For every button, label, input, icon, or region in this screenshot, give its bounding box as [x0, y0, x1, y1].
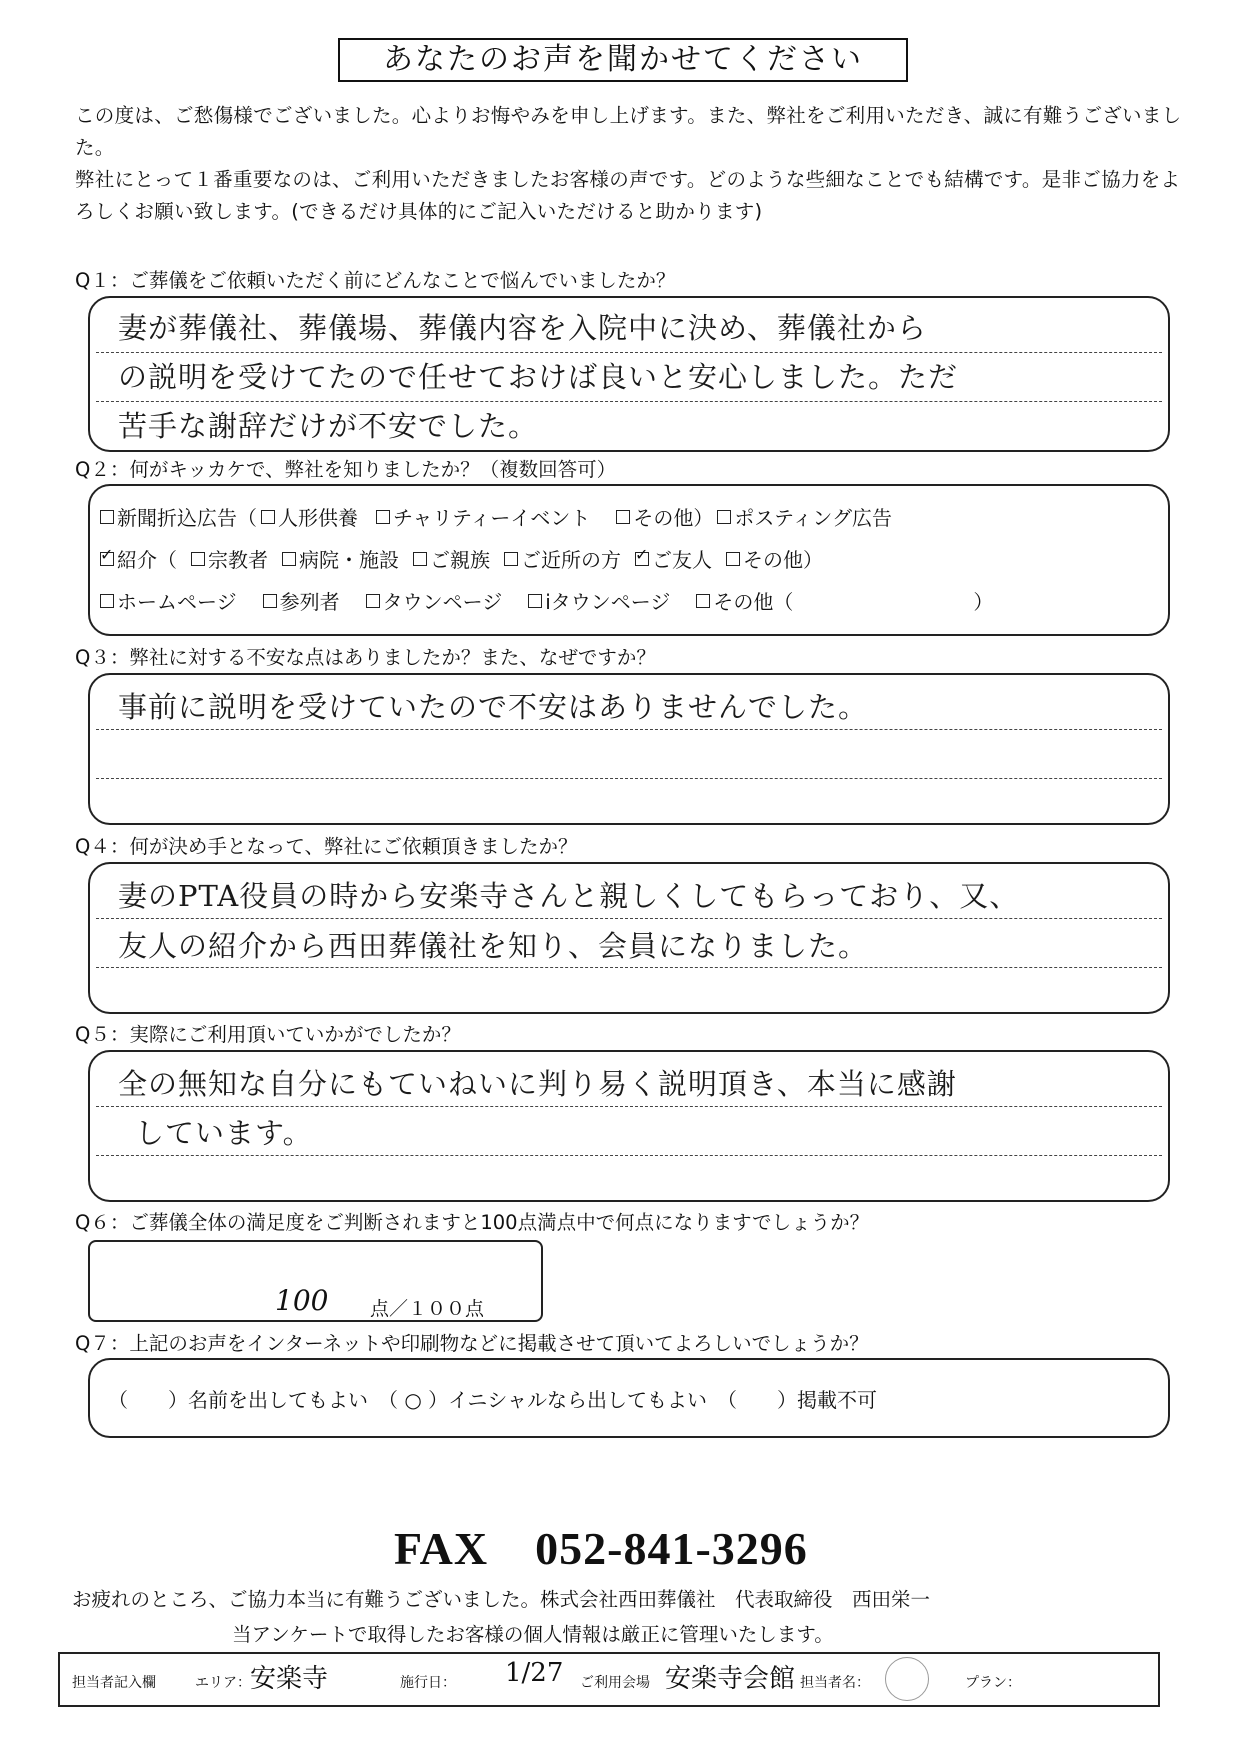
date-label: 施行日：	[400, 1675, 456, 1691]
option-doll-memorial[interactable]: 人形供養	[261, 502, 358, 531]
q2-row-1	[100, 502, 1158, 531]
checkbox[interactable]	[376, 510, 390, 524]
q6-score-box	[88, 1240, 543, 1322]
plan-label: プラン：	[965, 1675, 1021, 1691]
thanks-text: お疲れのところ、ご協力本当に有難うございました。株式会社西田葬儀社 代表取締役 西田栄一	[72, 1588, 931, 1611]
intro-paragraph-2: 弊社にとって１番重要なのは、ご利用いただきましたお客様の声です。どのような些細なことでも結構です。是非ご協力をよろしくお願い致します。(できるだけ具体的にご記入いただけると助かります)	[75, 168, 1181, 223]
q1-answer-box	[88, 296, 1170, 452]
dashed-line	[96, 729, 1162, 730]
q4-answer-line-1: 妻のPTA役員の時から安楽寺さんと親しくしてもらっており、又、	[118, 879, 1020, 913]
option-townpage[interactable]: タウンページ	[366, 586, 503, 615]
intro-text	[75, 100, 1185, 228]
dashed-line	[96, 778, 1162, 779]
dashed-line	[96, 967, 1162, 968]
q7-answer-box	[88, 1358, 1170, 1438]
checkbox-checked[interactable]	[100, 552, 114, 566]
option-other-3[interactable]: その他（ ）	[696, 586, 993, 615]
staff-name-label: 担当者名：	[800, 1675, 870, 1691]
option-friend[interactable]: ✓ ご友人	[635, 544, 712, 573]
checkbox[interactable]	[616, 510, 630, 524]
privacy-notice: 当アンケートで取得したお客様の個人情報は厳正に管理いたします。	[232, 1623, 834, 1646]
q6-label: Q６：ご葬儀全体の満足度をご判断されますと100点満点中で何点になりますでしょうか？	[75, 1211, 870, 1234]
checkbox-checked[interactable]	[635, 552, 649, 566]
venue-value: 安楽寺会館	[665, 1664, 796, 1694]
staff-stamp	[885, 1657, 929, 1701]
q1-answer-line-3: 苦手な謝辞だけが不安でした。	[118, 409, 539, 443]
q2-row-3	[100, 586, 1158, 615]
option-homepage[interactable]: ホームページ	[100, 586, 237, 615]
option-i-townpage[interactable]: iタウンページ	[528, 586, 670, 615]
q3-answer-box	[88, 673, 1170, 825]
option-religious[interactable]: 宗教者	[191, 544, 268, 573]
q5-answer-line-1: 全の無知な自分にもていねいに判り易く説明頂き、本当に感謝	[118, 1067, 957, 1101]
option-newspaper[interactable]: 新聞折込広告（	[100, 502, 257, 531]
option-referral[interactable]: ✓ 紹介（	[100, 544, 177, 573]
checkbox[interactable]	[504, 552, 518, 566]
q2-label: Q２：何がキッカケで、弊社を知りましたか？（複数回答可）	[75, 458, 617, 481]
option-neighbors[interactable]: ご近所の方	[504, 544, 621, 573]
q4-answer-line-2: 友人の紹介から西田葬儀社を知り、会員になりました。	[118, 929, 869, 963]
q7-options: （ ）名前を出してもよい （ ○ ）イニシャルなら出してもよい （ ）掲載不可	[108, 1388, 877, 1412]
checkbox[interactable]	[413, 552, 427, 566]
checkbox[interactable]	[100, 594, 114, 608]
staff-entry-label: 担当者記入欄	[72, 1675, 156, 1691]
q6-score-unit: 点／１００点	[370, 1298, 485, 1320]
date-value: 1/27	[505, 1658, 564, 1688]
q1-answer-line-2: の説明を受けてたので任せておけば良いと安心しました。ただ	[118, 360, 959, 394]
intro-paragraph-1: この度は、ご愁傷様でございました。心よりお悔やみを申し上げます。また、弊社をご利用いただき、誠に有難うございました。	[75, 104, 1182, 159]
q6-score: 100	[275, 1284, 329, 1317]
checkbox[interactable]	[528, 594, 542, 608]
option-posting-ad[interactable]: ポスティング広告	[717, 502, 892, 531]
area-value: 安楽寺	[250, 1664, 329, 1694]
q3-answer-line-1: 事前に説明を受けていたので不安はありませんでした。	[118, 690, 869, 724]
q5-answer-box	[88, 1050, 1170, 1202]
dashed-line	[96, 401, 1162, 402]
q1-answer-line-1: 妻が葬儀社、葬儀場、葬儀内容を入院中に決め、葬儀社から	[118, 311, 927, 345]
q2-options-box	[88, 484, 1170, 636]
q1-label: Q１：ご葬儀をご依頼いただく前にどんなことで悩んでいましたか？	[75, 269, 676, 292]
q7-label: Q７：上記のお声をインターネットや印刷物などに掲載させて頂いてよろしいでしょうか？	[75, 1332, 869, 1355]
dashed-line	[96, 352, 1162, 353]
checkbox[interactable]	[191, 552, 205, 566]
checkbox[interactable]	[366, 594, 380, 608]
q4-label: Q４：何が決め手となって、弊社にご依頼頂きましたか？	[75, 835, 578, 858]
dashed-line	[96, 1155, 1162, 1156]
checkbox[interactable]	[717, 510, 731, 524]
option-attendee[interactable]: 参列者	[263, 586, 340, 615]
checkbox[interactable]	[100, 510, 114, 524]
option-other-2[interactable]: その他）	[726, 544, 823, 573]
q4-answer-box	[88, 862, 1170, 1014]
fax-number: FAX 052-841-3296	[394, 1523, 808, 1574]
option-charity-event[interactable]: チャリティーイベント	[376, 502, 590, 531]
dashed-line	[96, 918, 1162, 919]
q5-label: Q５：実際にご利用頂いていかがでしたか？	[75, 1023, 461, 1046]
q2-row-2	[100, 544, 1158, 573]
staff-record-box	[58, 1652, 1160, 1707]
checkbox[interactable]	[696, 594, 710, 608]
q3-label: Q３：弊社に対する不安な点はありましたか？また、なぜですか？	[75, 646, 656, 669]
q5-answer-line-2: しています。	[135, 1116, 313, 1150]
checkbox[interactable]	[263, 594, 277, 608]
dashed-line	[96, 1106, 1162, 1107]
option-other-1[interactable]: その他）	[616, 502, 713, 531]
page-title: あなたのお声を聞かせてください	[338, 38, 908, 82]
checkbox[interactable]	[261, 510, 275, 524]
option-relatives[interactable]: ご親族	[413, 544, 490, 573]
checkbox[interactable]	[726, 552, 740, 566]
checkbox[interactable]	[282, 552, 296, 566]
area-label: エリア：	[195, 1675, 251, 1691]
option-hospital[interactable]: 病院・施設	[282, 544, 399, 573]
venue-label: ご利用会場	[580, 1675, 650, 1691]
